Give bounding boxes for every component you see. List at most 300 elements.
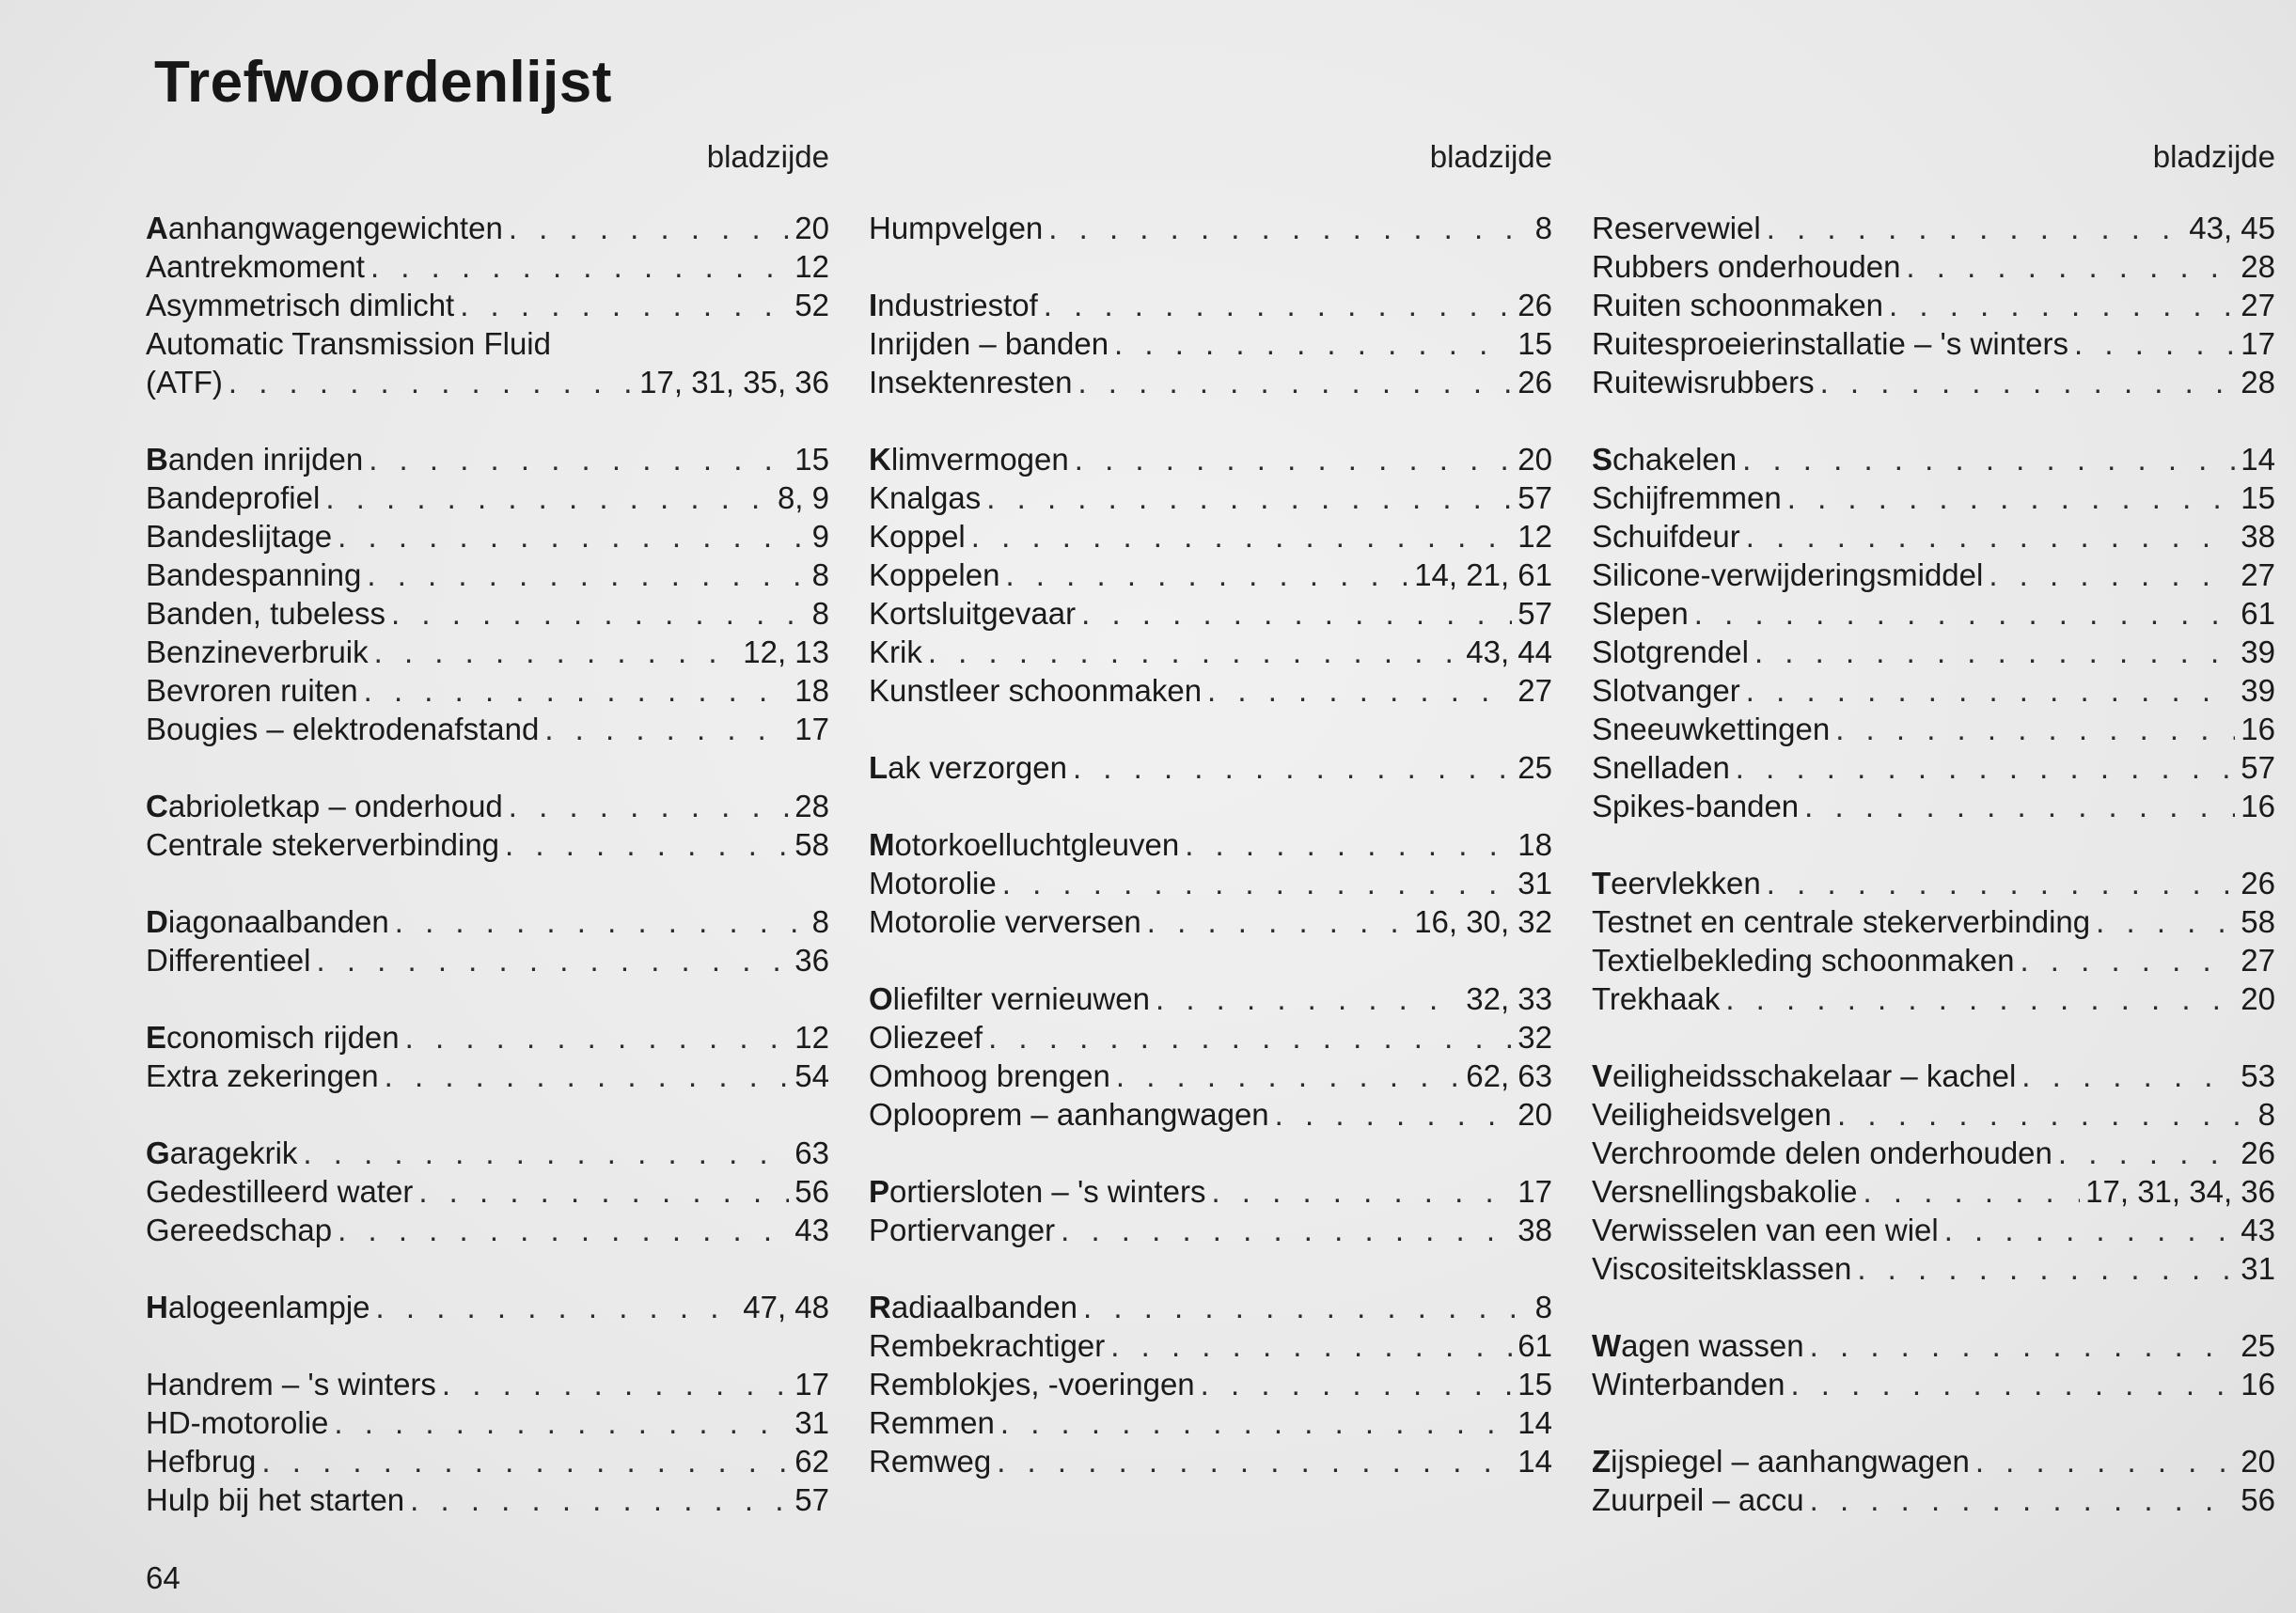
entry-text: Portiervanger: [869, 1213, 1056, 1247]
entry-text: Hefbrug: [146, 1444, 257, 1479]
entry-pages: 14, 21, 61: [1414, 557, 1552, 592]
dot-leader: [418, 1173, 789, 1211]
entry-pages: 15: [2241, 480, 2275, 515]
index-entry: [146, 556, 829, 594]
index-entry: [1592, 1212, 2275, 1249]
entry-text: Kortsluitgevaar: [869, 596, 1077, 631]
index-entry: [1592, 1250, 2275, 1288]
index-entry: [146, 1289, 829, 1326]
entry-term: [1592, 210, 1761, 247]
entry-pages: 12: [1518, 519, 1552, 554]
dot-leader: [1810, 1327, 2236, 1365]
dot-leader: [395, 903, 807, 941]
dot-leader: [376, 1289, 738, 1326]
entry-term: [146, 1173, 413, 1211]
entry-term: [869, 672, 1202, 710]
index-entry: [869, 210, 1552, 247]
dot-leader: [325, 479, 772, 517]
dot-leader: [928, 634, 1460, 671]
entry-text: Testnet en centrale stekerverbinding: [1592, 904, 2091, 939]
entry-text: Benzineverbruik: [146, 634, 369, 669]
dot-leader: [1810, 1481, 2236, 1519]
dot-leader: [261, 1443, 789, 1480]
dot-leader: [1767, 865, 2236, 902]
entry-term: [869, 826, 1179, 864]
entry-pages: 26: [1518, 365, 1552, 399]
entry-pages: 58: [794, 827, 829, 862]
entry-pages: 28: [794, 789, 829, 823]
entry-term: [869, 865, 997, 902]
entry-pages: 8: [811, 557, 829, 592]
entry-pages: 8: [1534, 211, 1552, 245]
entry-term: [146, 1057, 379, 1095]
entry-term: [146, 1212, 332, 1249]
entry-text: Ruiten schoonmaken: [1592, 288, 1884, 322]
entry-term: [146, 248, 365, 286]
entry-initial: L: [869, 750, 889, 785]
entry-pages: 31: [794, 1405, 829, 1440]
index-entry: [146, 942, 829, 979]
index-entry: [869, 1289, 1552, 1326]
entry-text: Slotvanger: [1592, 673, 1740, 708]
entry-text: Hulp bij het starten: [146, 1482, 405, 1517]
index-entry: [146, 1481, 829, 1519]
dot-leader: [1185, 826, 1512, 864]
index-entry: [146, 595, 829, 633]
dot-leader: [988, 1019, 1512, 1057]
entry-term: [1592, 1327, 1804, 1365]
entry-pages: 8, 9: [777, 480, 829, 515]
index-entry: [869, 1019, 1552, 1057]
index-entry: [869, 287, 1552, 324]
entry-text: Kunstleer schoonmaken: [869, 673, 1203, 708]
index-entry: [869, 634, 1552, 671]
entry-initial: S: [1592, 442, 1613, 477]
entry-term: [1592, 634, 1749, 671]
entry-pages: 26: [1518, 288, 1552, 322]
entry-pages: 32: [1518, 1020, 1552, 1055]
entry-pages: 25: [2241, 1328, 2275, 1363]
index-entry: [1592, 1366, 2275, 1403]
index-entry: [146, 826, 829, 864]
index-entry: [146, 325, 829, 363]
index-entry: [869, 556, 1552, 594]
index-entry: [869, 1327, 1552, 1365]
entry-text: liefilter vernieuwen: [892, 981, 1150, 1016]
index-entry: [146, 672, 829, 710]
entry-text: Rembekrachtiger: [869, 1328, 1106, 1363]
dot-leader: [338, 518, 806, 556]
index-entry: [1592, 441, 2275, 478]
entry-text: Oplooprem – aanhangwagen: [869, 1097, 1269, 1132]
entry-pages: 28: [2241, 249, 2275, 284]
entry-text: Automatic Transmission Fluid: [146, 326, 551, 361]
entry-text: Omhoog brengen: [869, 1058, 1110, 1093]
entry-term: [1592, 942, 2014, 979]
entry-text: limvermogen: [890, 442, 1069, 477]
entry-initial: W: [1592, 1328, 1622, 1363]
entry-pages: 38: [1518, 1213, 1552, 1247]
dot-leader: [1864, 1173, 2081, 1211]
entry-initial: E: [146, 1020, 167, 1055]
index-entry: [869, 1366, 1552, 1403]
entry-term: [146, 788, 503, 825]
entry-text: ijspiegel – aanhangwagen: [1611, 1444, 1970, 1479]
entry-text: Trekhaak: [1592, 981, 1721, 1016]
index-entry: [146, 1404, 829, 1442]
index-entry: [146, 287, 829, 324]
dot-leader: [1804, 788, 2235, 825]
entry-term: [146, 903, 389, 941]
entry-pages: 54: [794, 1058, 829, 1093]
dot-leader: [1736, 749, 2235, 787]
entry-term: [1592, 1096, 1832, 1134]
entry-text: Schijfremmen: [1592, 480, 1782, 515]
index-entry: [1592, 595, 2275, 633]
dot-leader: [1767, 210, 2184, 247]
entry-text: Spikes-banden: [1592, 789, 1800, 823]
entry-pages: 53: [2241, 1058, 2275, 1093]
entry-term: [869, 1404, 995, 1442]
entry-term: [869, 595, 1076, 633]
entry-pages: 27: [2241, 288, 2275, 322]
index-entry: [1592, 942, 2275, 979]
entry-initial: T: [1592, 866, 1612, 900]
dot-leader: [410, 1481, 789, 1519]
dot-leader: [1275, 1096, 1513, 1134]
entry-text: Slotgrendel: [1592, 634, 1749, 669]
entry-term: [869, 287, 1038, 324]
dot-leader: [1077, 364, 1512, 401]
entry-pages: 15: [794, 442, 829, 477]
entry-text: Sneeuwkettingen: [1592, 712, 1831, 746]
dot-leader: [369, 441, 789, 478]
entry-pages: 25: [1518, 750, 1552, 785]
entry-pages: 56: [794, 1174, 829, 1209]
entry-term: [146, 556, 361, 594]
entry-text: Rubbers onderhouden: [1592, 249, 1901, 284]
dot-leader: [1944, 1212, 2236, 1249]
dot-leader: [997, 1443, 1512, 1480]
entry-pages: 27: [2241, 557, 2275, 592]
index-entry: [1592, 556, 2275, 594]
entry-pages: 16: [2241, 789, 2275, 823]
dot-leader: [317, 942, 790, 979]
index-entry: [869, 1212, 1552, 1249]
index-entry: [1592, 479, 2275, 517]
entry-pages: 12: [794, 249, 829, 284]
entry-pages: 57: [2241, 750, 2275, 785]
index-entry: [1592, 518, 2275, 556]
dot-leader: [2021, 1057, 2235, 1095]
index-entry: [869, 595, 1552, 633]
entry-term: [869, 441, 1069, 478]
entry-text: Remmen: [869, 1405, 995, 1440]
entry-term: [869, 210, 1043, 247]
index-entry: [1592, 711, 2275, 748]
dot-leader: [338, 1212, 789, 1249]
dot-leader: [2096, 903, 2235, 941]
entry-term: [1592, 903, 2090, 941]
entry-term: [869, 749, 1067, 787]
entry-term: [869, 518, 966, 556]
entry-text: Schuifdeur: [1592, 519, 1740, 554]
entry-term: [869, 903, 1141, 941]
entry-text: Reservewiel: [1592, 211, 1761, 245]
entry-pages: 39: [2241, 634, 2275, 669]
dot-leader: [1211, 1173, 1512, 1211]
index-entry: [1592, 980, 2275, 1018]
entry-pages: 12, 13: [743, 634, 829, 669]
entry-term: [146, 672, 358, 710]
index-entry: [869, 1096, 1552, 1134]
index-entry: [1592, 248, 2275, 286]
index-entry: [869, 826, 1552, 864]
entry-term: [146, 1289, 370, 1326]
entry-pages: 62, 63: [1466, 1058, 1552, 1093]
entry-pages: 56: [2241, 1482, 2275, 1517]
entry-term: [869, 1212, 1055, 1249]
entry-text: Banden, tubeless: [146, 596, 386, 631]
index-entry: [869, 325, 1552, 363]
entry-text: Handrem – 's winters: [146, 1367, 436, 1402]
entry-term: [146, 595, 385, 633]
entry-term: [1592, 287, 1883, 324]
dot-leader: [1201, 1366, 1513, 1403]
index-entry: [146, 210, 829, 247]
index-entry: [1592, 788, 2275, 825]
dot-leader: [391, 595, 807, 633]
entry-text: Versnellingsbakolie: [1592, 1174, 1858, 1209]
entry-pages: 9: [811, 519, 829, 554]
entry-term: [146, 1135, 297, 1172]
entry-term: [1592, 788, 1799, 825]
entry-pages: 32, 33: [1466, 981, 1552, 1016]
dot-leader: [1857, 1250, 2235, 1288]
entry-initial: O: [869, 981, 893, 1016]
dot-leader: [1044, 287, 1513, 324]
entry-term: [1592, 441, 1737, 478]
entry-term: [1592, 1250, 1851, 1288]
column-header-page: bladzijde: [706, 139, 829, 174]
index-entry: [1592, 325, 2275, 363]
entry-pages: 43, 44: [1466, 634, 1552, 669]
entry-pages: 20: [1518, 442, 1552, 477]
dot-leader: [442, 1366, 789, 1403]
entry-initial: H: [146, 1290, 168, 1324]
entry-term: [869, 1019, 983, 1057]
dot-leader: [385, 1057, 790, 1095]
dot-leader: [334, 1404, 789, 1442]
entry-pages: 63: [794, 1135, 829, 1170]
entry-pages: 17, 31, 35, 36: [639, 365, 829, 399]
entry-pages: 12: [794, 1020, 829, 1055]
entry-text: Gedestilleerd water: [146, 1174, 414, 1209]
index-entry: [1592, 672, 2275, 710]
dot-leader: [1075, 441, 1513, 478]
entry-initial: M: [869, 827, 895, 862]
entry-text: ndustriestof: [877, 288, 1038, 322]
entry-initial: C: [146, 789, 168, 823]
index-entry: [1592, 1481, 2275, 1519]
entry-term: [869, 1057, 1110, 1095]
entry-pages: 16: [2241, 712, 2275, 746]
entry-pages: 36: [794, 943, 829, 978]
entry-term: [146, 711, 539, 748]
entry-pages: 20: [1518, 1097, 1552, 1132]
index-entry: [1592, 1443, 2275, 1480]
entry-term: [1592, 980, 1720, 1018]
entry-text: agen wassen: [1621, 1328, 1804, 1363]
entry-pages: 57: [794, 1482, 829, 1517]
entry-text: Koppel: [869, 519, 966, 554]
index-entry: [869, 1443, 1552, 1480]
entry-text: Ruitesproeierinstallatie – 's winters: [1592, 326, 2069, 361]
entry-text: Slepen: [1592, 596, 1689, 631]
index-entry: [1592, 634, 2275, 671]
entry-pages: 27: [2241, 943, 2275, 978]
entry-term: [869, 1327, 1105, 1365]
entry-term: [146, 1481, 404, 1519]
index-entry: [1592, 210, 2275, 247]
entry-term: [146, 1019, 400, 1057]
entry-pages: 20: [794, 211, 829, 245]
dot-leader: [1906, 248, 2235, 286]
entry-term: [869, 634, 922, 671]
index-entry: [146, 1019, 829, 1057]
entry-text: Differentieel: [146, 943, 311, 978]
entry-text: Krik: [869, 634, 922, 669]
entry-text: Bandespanning: [146, 557, 362, 592]
entry-text: Inrijden – banden: [869, 326, 1109, 361]
entry-term: [146, 441, 363, 478]
index-entry: [146, 518, 829, 556]
entry-initial: G: [146, 1135, 170, 1170]
entry-text: Silicone-verwijderingsmiddel: [1592, 557, 1984, 592]
entry-term: [1592, 364, 1815, 401]
entry-pages: 38: [2241, 519, 2275, 554]
entry-text: alogeenlampje: [167, 1290, 370, 1324]
entry-text: Viscositeitsklassen: [1592, 1251, 1852, 1286]
dot-leader: [1742, 441, 2235, 478]
entry-term: [869, 1443, 991, 1480]
entry-text: Winterbanden: [1592, 1367, 1785, 1402]
index-entry: [146, 479, 829, 517]
dot-leader: [1725, 980, 2235, 1018]
entry-pages: 15: [1518, 326, 1552, 361]
entry-term: [869, 980, 1150, 1018]
entry-text: Motorolie: [869, 866, 997, 900]
entry-term: [146, 479, 320, 517]
dot-leader: [1114, 325, 1512, 363]
entry-term: [869, 325, 1109, 363]
index-entry: [146, 903, 829, 941]
entry-text: eiligheidsschakelaar – kachel: [1612, 1058, 2017, 1093]
entry-pages: 20: [2241, 1444, 2275, 1479]
index-entry: [1592, 1327, 2275, 1365]
entry-term: [1592, 556, 1983, 594]
entry-term: [1592, 1173, 1858, 1211]
dot-leader: [509, 210, 789, 247]
entry-term: [1592, 1057, 2016, 1095]
index-entry: [146, 1443, 829, 1480]
index-entry: [869, 903, 1552, 941]
dot-leader: [370, 248, 789, 286]
index-entry: [869, 479, 1552, 517]
dot-leader: [1889, 287, 2235, 324]
entry-term: [146, 210, 503, 247]
entry-initial: D: [146, 904, 168, 939]
dot-leader: [1116, 1057, 1460, 1095]
entry-term: [1592, 1366, 1785, 1403]
entry-term: [869, 556, 999, 594]
entry-term: [146, 325, 551, 363]
entry-text: Ruitewisrubbers: [1592, 365, 1815, 399]
entry-text: Asymmetrisch dimlicht: [146, 288, 455, 322]
dot-leader: [1754, 634, 2235, 671]
entry-term: [146, 634, 369, 671]
index-entry: [146, 441, 829, 478]
index-entry: [1592, 749, 2275, 787]
entry-text: ak verzorgen: [888, 750, 1067, 785]
entry-initial: P: [869, 1174, 890, 1209]
entry-pages: 17: [2241, 326, 2275, 361]
entry-text: Oliezeef: [869, 1020, 983, 1055]
index-entry: [1592, 287, 2275, 324]
entry-term: [146, 364, 223, 401]
entry-pages: 61: [1518, 1328, 1552, 1363]
dot-leader: [1048, 210, 1529, 247]
index-entry: [1592, 364, 2275, 401]
entry-text: eervlekken: [1611, 866, 1761, 900]
dot-leader: [1746, 518, 2236, 556]
dot-leader: [367, 556, 806, 594]
entry-text: Remblokjes, -voeringen: [869, 1367, 1195, 1402]
entry-term: [1592, 479, 1782, 517]
dot-leader: [971, 518, 1513, 556]
entry-initial: A: [146, 211, 168, 245]
entry-term: [1592, 595, 1689, 633]
entry-text: Veiligheidsvelgen: [1592, 1097, 1832, 1132]
dot-leader: [1790, 1366, 2235, 1403]
entry-term: [1592, 865, 1761, 902]
dot-leader: [1820, 364, 2236, 401]
index-entry: [869, 364, 1552, 401]
entry-text: otorkoelluchtgleuven: [894, 827, 1180, 862]
index-entry: [869, 1404, 1552, 1442]
entry-text: Insektenresten: [869, 365, 1073, 399]
entry-text: conomisch rijden: [166, 1020, 400, 1055]
entry-text: Extra zekeringen: [146, 1058, 379, 1093]
entry-term: [1592, 518, 1740, 556]
column-header-page: bladzijde: [2152, 139, 2275, 174]
entry-pages: 43: [2241, 1213, 2275, 1247]
entry-term: [1592, 1481, 1804, 1519]
entry-term: [146, 1404, 328, 1442]
dot-leader: [544, 711, 789, 748]
index-entry: [869, 672, 1552, 710]
entry-pages: 14: [1518, 1444, 1552, 1479]
entry-text: HD-motorolie: [146, 1405, 329, 1440]
entry-term: [869, 1366, 1195, 1403]
entry-term: [146, 942, 311, 979]
entry-pages: 17: [794, 712, 829, 746]
entry-term: [146, 518, 332, 556]
dot-leader: [364, 672, 790, 710]
entry-term: [1592, 749, 1730, 787]
entry-pages: 16, 30, 32: [1414, 904, 1552, 939]
dot-leader: [1110, 1327, 1512, 1365]
